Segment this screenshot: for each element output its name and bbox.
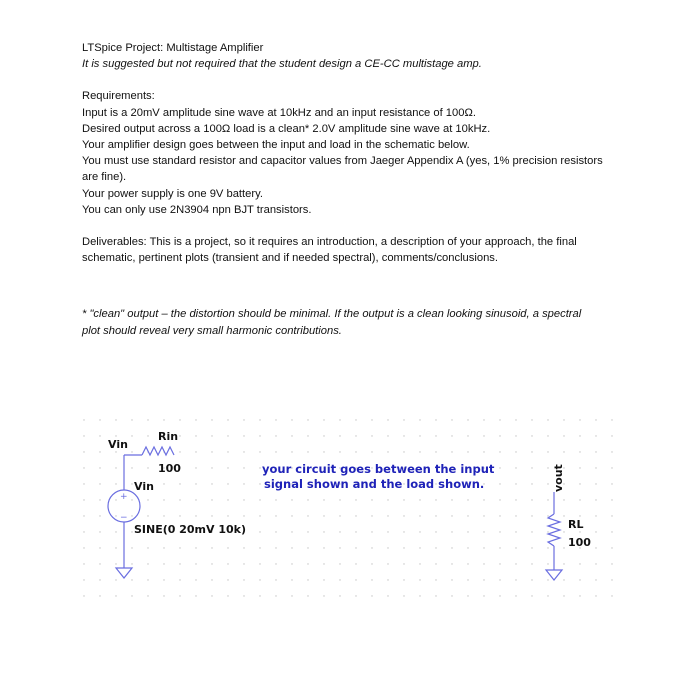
deliverables-line: schematic, pertinent plots (transient and if needed spectral), comments/conclusions. [82,252,499,265]
requirement-item: Desired output across a 100Ω load is a clean* 2.0V amplitude sine wave at 10kHz. [82,122,491,135]
deliverables-line: Deliverables: This is a project, so it requires an introduction, a description of your approach, the final [82,236,577,249]
note-line-1: your circuit goes between the input [262,462,495,476]
requirement-item: are fine). [82,171,127,184]
schematic-grid [82,418,622,603]
vin-net-label: Vin [108,438,128,451]
document-body [82,40,642,339]
source-minus: − [120,513,128,523]
note-line-2: signal shown and the load shown. [264,477,485,491]
footnote-line: plot should reveal very small harmonic contributions. [82,324,342,337]
doc-title: LTSpice Project: Multistage Amplifier [82,42,264,54]
rl-value: 100 [568,536,591,549]
requirement-item: You must use standard resistor and capacitor values from Jaeger Appendix A (yes, 1% precision resistors [82,155,603,168]
requirement-item: Your power supply is one 9V battery. [82,187,263,200]
source-value: SINE(0 20mV 10k) [134,523,247,536]
schematic [82,418,622,603]
requirements-heading: Requirements: [82,90,155,103]
source-plus: + [120,492,128,502]
source-name: Vin [134,480,154,493]
rl-name: RL [568,518,584,531]
footnote-line: * "clean" output – the distortion should be minimal. If the output is a clean looking sinusoid, a spectral [82,308,582,321]
requirement-item: Your amplifier design goes between the input and load in the schematic below. [82,139,470,152]
requirement-item: Input is a 20mV amplitude sine wave at 10kHz and an input resistance of 100Ω. [82,106,476,119]
vout-label: vout [552,464,565,492]
doc-suggestion: It is suggested but not required that the student design a CE-CC multistage amp. [82,58,482,71]
requirement-item: You can only use 2N3904 npn BJT transistors. [82,203,312,216]
rin-value: 100 [158,462,181,475]
rin-name: Rin [158,430,179,443]
